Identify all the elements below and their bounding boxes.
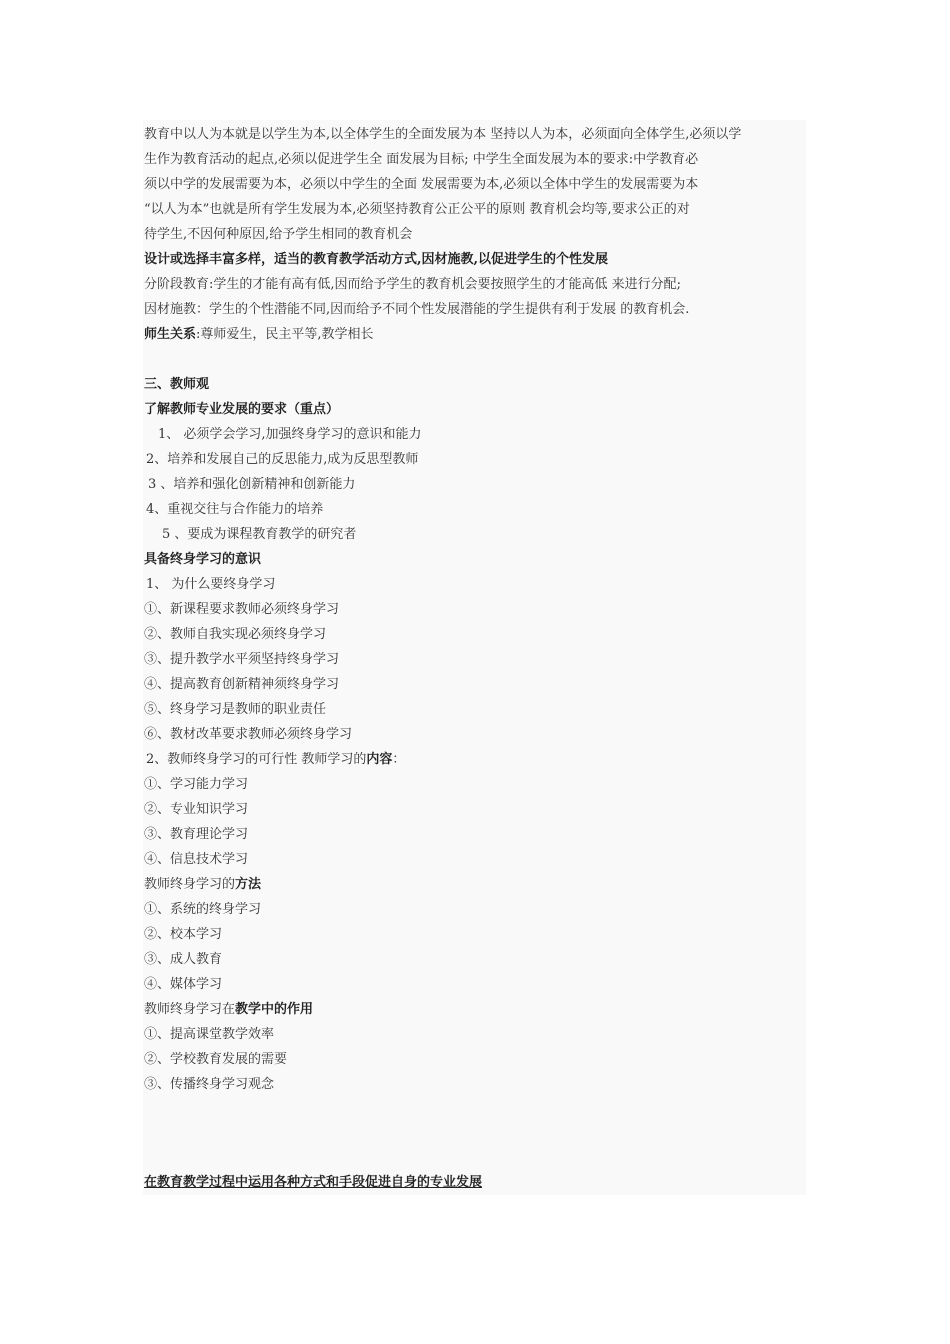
final-heading: 在教育教学过程中运用各种方式和手段促进自身的专业发展	[144, 1175, 483, 1190]
role-prefix: 教师终身学习在	[144, 1002, 236, 1017]
list-item: ①、系统的终身学习	[144, 902, 262, 917]
list-item: ②、专业知识学习	[144, 802, 249, 817]
list-item: 1、 必须学会学习,加强终身学习的意识和能力	[158, 427, 422, 442]
list-item: ①、学习能力学习	[144, 777, 249, 792]
list-item: 3 、培养和强化创新精神和创新能力	[148, 477, 356, 492]
role-bold: 教学中的作用	[235, 1002, 314, 1017]
list-item: ②、学校教育发展的需要	[144, 1052, 288, 1067]
feasibility-suffix: ：	[392, 752, 406, 767]
list-item: 4、重视交往与合作能力的培养	[146, 502, 324, 517]
list-item: ①、提高课堂教学效率	[144, 1027, 275, 1042]
list-item: ④、信息技术学习	[144, 852, 249, 867]
teacher-student-line	[144, 325, 374, 345]
section-title: 三、教师观	[144, 377, 210, 392]
list-item: ⑤、终身学习是教师的职业责任	[144, 702, 327, 717]
list-item: 5 、要成为课程教育教学的研究者	[162, 527, 357, 542]
feasibility-bold: 内容	[366, 752, 393, 767]
stage-education-line: 分阶段教育:学生的才能有高有低,因而给予学生的教育机会要按照学生的才能高低 来进行分配;	[144, 277, 682, 292]
methods-prefix: 教师终身学习的	[144, 877, 236, 892]
list-item: ④、媒体学习	[144, 977, 223, 992]
list-item: ②、教师自我实现必须终身学习	[144, 627, 327, 642]
design-heading: 设计或选择丰富多样，适当的教育教学活动方式,因材施教,以促进学生的个性发展	[144, 252, 609, 267]
lifelong-heading: 具备终身学习的意识	[144, 552, 262, 567]
list-item: ⑥、教材改革要求教师必须终身学习	[144, 727, 353, 742]
list-item: ③、成人教育	[144, 952, 223, 967]
list-item: ④、提高教育创新精神须终身学习	[144, 677, 340, 692]
paragraph-line: “以人为本”也就是所有学生发展为本,必须坚持教育公正公平的原则 教育机会均等,要求公正的对	[144, 202, 690, 217]
teacher-student-label: 师生关系	[144, 327, 197, 342]
feasibility-line	[146, 750, 405, 770]
paragraph-line: 待学生,不因何种原因,给予学生相同的教育机会	[144, 227, 413, 242]
teacher-student-text: :尊师爱生，民主平等,教学相长	[196, 327, 374, 342]
why-heading: 1、 为什么要终身学习	[146, 577, 276, 592]
methods-bold: 方法	[235, 877, 262, 892]
list-item: ②、校本学习	[144, 927, 223, 942]
list-item: ③、教育理论学习	[144, 827, 249, 842]
paragraph-line: 须以中学的发展需要为本，必须以中学生的全面 发展需要为本,必须以全体中学生的发展需要为本	[144, 177, 699, 192]
paragraph-line: 生作为教育活动的起点,必须以促进学生全 面发展为目标; 中学生全面发展为本的要求:中学教育必	[144, 152, 699, 167]
paragraph-line: 教育中以人为本就是以学生为本,以全体学生的全面发展为本 坚持以人为本，必须面向全体学生,必须以学	[144, 127, 742, 142]
list-item: ③、提升教学水平须坚持终身学习	[144, 652, 340, 667]
aptitude-line: 因材施教：学生的个性潜能不同,因而给予不同个性发展潜能的学生提供有利于发展 的教育机会.	[144, 302, 690, 317]
list-item: ③、传播终身学习观念	[144, 1077, 275, 1092]
prof-dev-heading: 了解教师专业发展的要求（重点）	[144, 402, 340, 417]
feasibility-prefix: 2、教师终身学习的可行性 教师学习的	[146, 752, 367, 767]
methods-heading	[144, 875, 261, 895]
list-item: 2、培养和发展自己的反思能力,成为反思型教师	[146, 452, 419, 467]
role-heading	[144, 1000, 313, 1020]
list-item: ①、新课程要求教师必须终身学习	[144, 602, 340, 617]
